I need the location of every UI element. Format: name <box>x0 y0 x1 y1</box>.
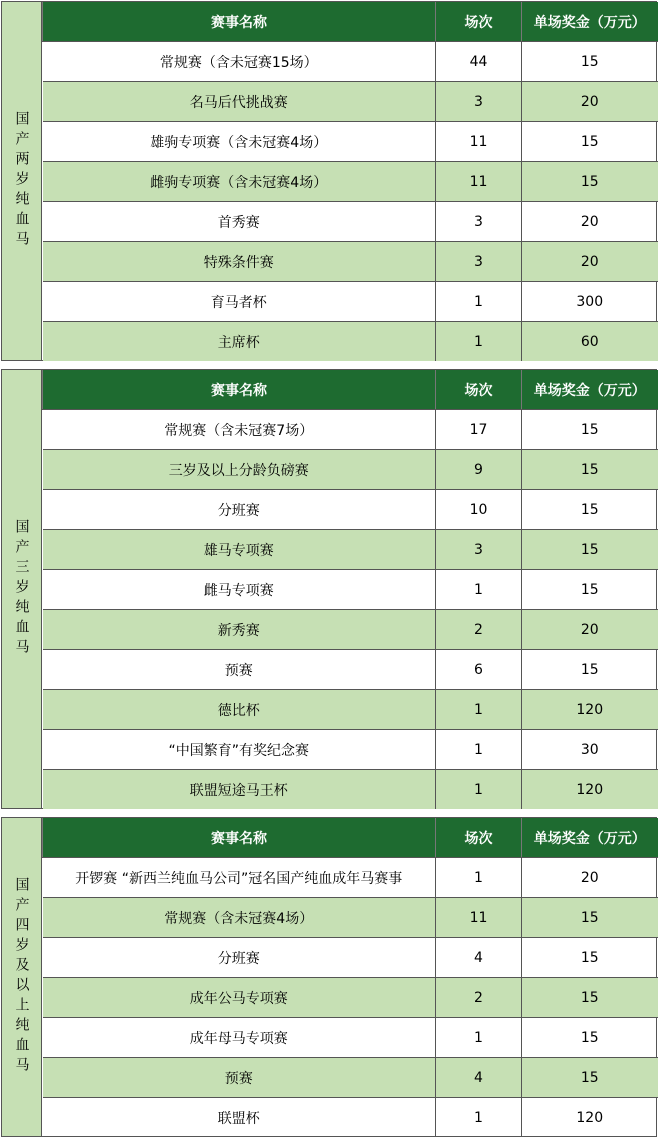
table-row <box>43 858 658 898</box>
prize-cell: 20 <box>522 610 658 650</box>
count-cell: 1 <box>436 570 522 610</box>
prize-cell: 20 <box>522 242 658 282</box>
count-cell: 9 <box>436 450 522 490</box>
count-cell: 1 <box>436 282 522 322</box>
race-name-cell: 预赛 <box>43 1058 436 1098</box>
header-row <box>43 818 658 858</box>
count-cell: 17 <box>436 410 522 450</box>
table-row <box>43 898 658 938</box>
table-row <box>43 610 658 650</box>
table-row <box>43 82 658 122</box>
header-prize: 单场奖金（万元） <box>522 370 658 410</box>
prize-cell: 60 <box>522 322 658 362</box>
count-cell: 1 <box>436 690 522 730</box>
table-row <box>43 730 658 770</box>
race-name-cell: 德比杯 <box>43 690 436 730</box>
table-row <box>43 242 658 282</box>
race-name-cell: 雄驹专项赛（含未冠赛4场） <box>43 122 436 162</box>
prize-cell: 20 <box>522 858 658 898</box>
table-row <box>43 938 658 978</box>
race-name-cell: 雌驹专项赛（含未冠赛4场） <box>43 162 436 202</box>
prize-cell: 120 <box>522 690 658 730</box>
prize-cell: 15 <box>522 1058 658 1098</box>
prize-cell: 15 <box>522 450 658 490</box>
count-cell: 10 <box>436 490 522 530</box>
race-name-cell: 主席杯 <box>43 322 436 362</box>
prize-cell: 30 <box>522 730 658 770</box>
race-name-cell: 三岁及以上分龄负磅赛 <box>43 450 436 490</box>
prize-cell: 15 <box>522 490 658 530</box>
header-row <box>43 370 658 410</box>
group-label <box>2 370 42 808</box>
race-name-cell: 雄马专项赛 <box>43 530 436 570</box>
table-row <box>43 490 658 530</box>
header-count: 场次 <box>436 818 522 858</box>
prize-cell: 20 <box>522 202 658 242</box>
count-cell: 11 <box>436 898 522 938</box>
race-name-cell: 成年公马专项赛 <box>43 978 436 1018</box>
prize-cell: 15 <box>522 42 658 82</box>
prize-cell: 15 <box>522 898 658 938</box>
table-row <box>43 202 658 242</box>
table-row <box>43 1018 658 1058</box>
count-cell: 1 <box>436 322 522 362</box>
count-cell: 3 <box>436 530 522 570</box>
group-label-text: 国产三岁纯血马 <box>13 519 30 659</box>
table-row <box>43 690 658 730</box>
prize-cell: 15 <box>522 530 658 570</box>
table-row <box>43 770 658 810</box>
prize-cell: 15 <box>522 122 658 162</box>
count-cell: 1 <box>436 730 522 770</box>
table-row <box>43 978 658 1018</box>
header-prize: 单场奖金（万元） <box>522 818 658 858</box>
header-race-name: 赛事名称 <box>43 818 436 858</box>
count-cell: 1 <box>436 858 522 898</box>
header-race-name: 赛事名称 <box>43 2 436 42</box>
table-row <box>43 1058 658 1098</box>
count-cell: 6 <box>436 650 522 690</box>
prize-cell: 120 <box>522 770 658 810</box>
table-row <box>43 282 658 322</box>
prize-cell: 120 <box>522 1098 658 1138</box>
race-name-cell: 联盟杯 <box>43 1098 436 1138</box>
count-cell: 44 <box>436 42 522 82</box>
race-name-cell: “中国繁育”有奖纪念赛 <box>43 730 436 770</box>
count-cell: 4 <box>436 938 522 978</box>
group-label <box>2 818 42 1136</box>
race-name-cell: 分班赛 <box>43 490 436 530</box>
race-table <box>42 2 658 361</box>
race-name-cell: 分班赛 <box>43 938 436 978</box>
table-row <box>43 450 658 490</box>
prize-cell: 15 <box>522 410 658 450</box>
race-table <box>42 370 658 809</box>
race-name-cell: 育马者杯 <box>43 282 436 322</box>
race-name-cell: 常规赛（含未冠赛4场） <box>43 898 436 938</box>
group-label <box>2 2 42 360</box>
prize-cell: 15 <box>522 938 658 978</box>
prize-cell: 20 <box>522 82 658 122</box>
table-row <box>43 650 658 690</box>
count-cell: 3 <box>436 242 522 282</box>
table-row <box>43 122 658 162</box>
section-2 <box>1 369 657 809</box>
count-cell: 3 <box>436 82 522 122</box>
section-3 <box>1 817 657 1137</box>
group-label-text: 国产四岁及以上纯血马 <box>13 877 30 1077</box>
race-table <box>42 818 658 1137</box>
count-cell: 2 <box>436 610 522 650</box>
prize-cell: 300 <box>522 282 658 322</box>
header-count: 场次 <box>436 370 522 410</box>
table-row <box>43 530 658 570</box>
count-cell: 2 <box>436 978 522 1018</box>
race-name-cell: 联盟短途马王杯 <box>43 770 436 810</box>
race-name-cell: 名马后代挑战赛 <box>43 82 436 122</box>
prize-cell: 15 <box>522 570 658 610</box>
header-race-name: 赛事名称 <box>43 370 436 410</box>
count-cell: 11 <box>436 162 522 202</box>
count-cell: 1 <box>436 770 522 810</box>
count-cell: 1 <box>436 1018 522 1058</box>
table-row <box>43 570 658 610</box>
race-name-cell: 新秀赛 <box>43 610 436 650</box>
header-row <box>43 2 658 42</box>
header-prize: 单场奖金（万元） <box>522 2 658 42</box>
race-name-cell: 预赛 <box>43 650 436 690</box>
race-name-cell: 雌马专项赛 <box>43 570 436 610</box>
race-name-cell: 常规赛（含未冠赛7场） <box>43 410 436 450</box>
table-row <box>43 1098 658 1138</box>
count-cell: 4 <box>436 1058 522 1098</box>
prize-cell: 15 <box>522 1018 658 1058</box>
table-row <box>43 42 658 82</box>
prize-cell: 15 <box>522 978 658 1018</box>
prize-cell: 15 <box>522 162 658 202</box>
table-row <box>43 162 658 202</box>
count-cell: 11 <box>436 122 522 162</box>
table-row <box>43 410 658 450</box>
prize-cell: 15 <box>522 650 658 690</box>
count-cell: 1 <box>436 1098 522 1138</box>
race-name-cell: 开锣赛 “新西兰纯血马公司”冠名国产纯血成年马赛事 <box>43 858 436 898</box>
race-name-cell: 首秀赛 <box>43 202 436 242</box>
group-label-text: 国产两岁纯血马 <box>13 111 30 251</box>
table-row <box>43 322 658 362</box>
count-cell: 3 <box>436 202 522 242</box>
section-1 <box>1 1 657 361</box>
header-count: 场次 <box>436 2 522 42</box>
race-name-cell: 成年母马专项赛 <box>43 1018 436 1058</box>
race-name-cell: 特殊条件赛 <box>43 242 436 282</box>
race-name-cell: 常规赛（含未冠赛15场） <box>43 42 436 82</box>
